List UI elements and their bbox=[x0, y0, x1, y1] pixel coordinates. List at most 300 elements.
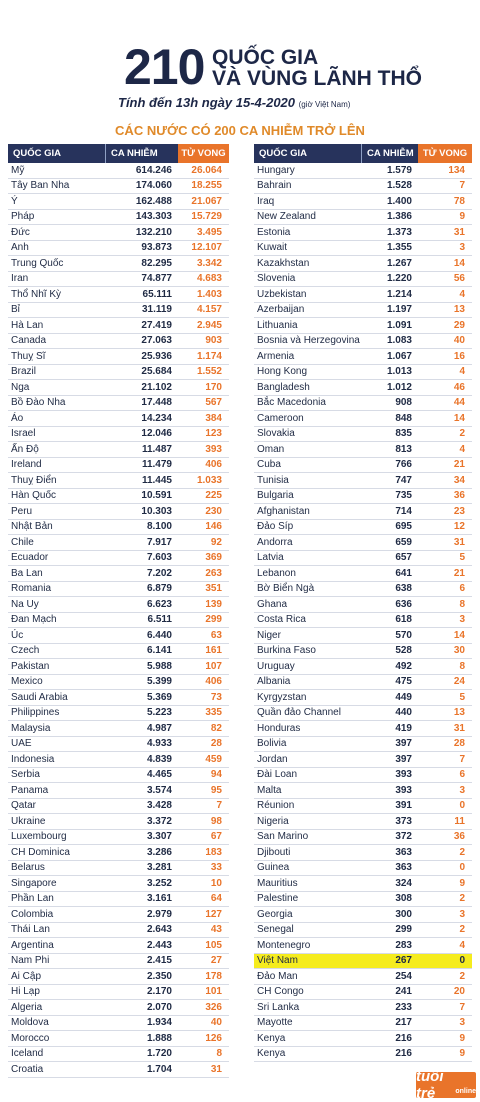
country-cell: Mayotte bbox=[257, 1017, 293, 1029]
cases-cell: 638 bbox=[395, 583, 412, 595]
table-row bbox=[8, 783, 229, 799]
deaths-cell: 4.683 bbox=[196, 273, 222, 285]
cases-cell: 4.933 bbox=[146, 738, 172, 750]
country-cell: Czech bbox=[11, 645, 40, 657]
deaths-cell: 40 bbox=[453, 335, 465, 347]
country-cell: Kuwait bbox=[257, 242, 288, 254]
country-cell: Afghanistan bbox=[257, 505, 310, 517]
cases-cell: 4.987 bbox=[146, 722, 172, 734]
deaths-cell: 28 bbox=[210, 738, 222, 750]
deaths-cell: 1.552 bbox=[196, 366, 222, 378]
country-cell: Argentina bbox=[11, 939, 54, 951]
table-row bbox=[8, 179, 229, 195]
deaths-cell: 161 bbox=[205, 645, 222, 657]
deaths-cell: 5 bbox=[459, 552, 465, 564]
table-row bbox=[8, 256, 229, 272]
country-cell: Senegal bbox=[257, 924, 294, 936]
country-cell: Đức bbox=[11, 226, 30, 238]
deaths-cell: 94 bbox=[210, 769, 222, 781]
country-cell: Phần Lan bbox=[11, 893, 54, 905]
table-row bbox=[254, 644, 472, 660]
table-row bbox=[254, 783, 472, 799]
deaths-cell: 12 bbox=[453, 521, 465, 533]
header-country: QUỐC GIA bbox=[8, 144, 105, 163]
cases-cell: 6.879 bbox=[146, 583, 172, 595]
cases-cell: 1.214 bbox=[386, 288, 412, 300]
header-country: QUỐC GIA bbox=[254, 144, 361, 163]
country-cell: Ireland bbox=[11, 459, 42, 471]
deaths-cell: 31 bbox=[453, 226, 465, 238]
table-row bbox=[8, 411, 229, 427]
table-row bbox=[254, 613, 472, 629]
country-cell: Mexico bbox=[11, 676, 43, 688]
header-deaths: TỬ VONG bbox=[418, 144, 472, 163]
table-row bbox=[8, 706, 229, 722]
deaths-cell: 393 bbox=[205, 443, 222, 455]
country-cell: Qatar bbox=[11, 800, 37, 812]
deaths-cell: 6 bbox=[459, 583, 465, 595]
country-cell: Hong Kong bbox=[257, 366, 308, 378]
cases-cell: 1.013 bbox=[386, 366, 412, 378]
cases-cell: 393 bbox=[395, 769, 412, 781]
cases-cell: 93.873 bbox=[141, 242, 172, 254]
cases-cell: 3.286 bbox=[146, 846, 172, 858]
table-row bbox=[8, 582, 229, 598]
deaths-cell: 15.729 bbox=[191, 211, 222, 223]
table-row bbox=[254, 1016, 472, 1032]
deaths-cell: 9 bbox=[459, 211, 465, 223]
country-cell: Thuỵ Điển bbox=[11, 474, 57, 486]
date-text: Tính đến 13h ngày 15-4-2020 bbox=[118, 95, 296, 110]
cases-cell: 2.979 bbox=[146, 908, 172, 920]
country-cell: Đảo Man bbox=[257, 970, 298, 982]
deaths-cell: 14 bbox=[453, 257, 465, 269]
cases-cell: 1.220 bbox=[386, 273, 412, 285]
left-table bbox=[8, 144, 229, 1078]
country-cell: Uzbekistan bbox=[257, 288, 307, 300]
cases-cell: 1.386 bbox=[386, 211, 412, 223]
country-cell: Bắc Macedonia bbox=[257, 397, 326, 409]
deaths-cell: 64 bbox=[210, 893, 222, 905]
cases-cell: 2.443 bbox=[146, 939, 172, 951]
table-row bbox=[254, 768, 472, 784]
deaths-cell: 7 bbox=[459, 1001, 465, 1013]
table-row bbox=[254, 551, 472, 567]
table-row bbox=[254, 954, 472, 970]
country-cell: Việt Nam bbox=[257, 955, 298, 967]
cases-cell: 3.307 bbox=[146, 831, 172, 843]
table-row bbox=[254, 365, 472, 381]
deaths-cell: 0 bbox=[459, 955, 465, 967]
deaths-cell: 8 bbox=[459, 660, 465, 672]
cases-cell: 143.303 bbox=[135, 211, 172, 223]
country-cell: Hà Lan bbox=[11, 319, 44, 331]
country-cell: Ba Lan bbox=[11, 567, 43, 579]
cases-cell: 2.170 bbox=[146, 986, 172, 998]
cases-cell: 1.083 bbox=[386, 335, 412, 347]
cases-cell: 216 bbox=[395, 1048, 412, 1060]
table-row bbox=[254, 985, 472, 1001]
country-cell: Colombia bbox=[11, 908, 54, 920]
cases-cell: 1.355 bbox=[386, 242, 412, 254]
cases-cell: 3.161 bbox=[146, 893, 172, 905]
table-row bbox=[254, 582, 472, 598]
deaths-cell: 11 bbox=[454, 815, 465, 827]
table-row bbox=[8, 876, 229, 892]
deaths-cell: 146 bbox=[205, 521, 222, 533]
deaths-cell: 369 bbox=[205, 552, 222, 564]
cases-cell: 5.369 bbox=[146, 691, 172, 703]
deaths-cell: 225 bbox=[205, 490, 222, 502]
country-cell: UAE bbox=[11, 738, 32, 750]
deaths-cell: 63 bbox=[210, 629, 222, 641]
deaths-cell: 335 bbox=[205, 707, 222, 719]
country-count: 210 bbox=[124, 39, 205, 95]
table-row bbox=[8, 442, 229, 458]
table-row bbox=[254, 194, 472, 210]
country-cell: Jordan bbox=[257, 753, 288, 765]
cases-cell: 3.252 bbox=[146, 877, 172, 889]
table-row bbox=[8, 768, 229, 784]
country-cell: Mauritius bbox=[257, 877, 298, 889]
table-row bbox=[8, 1000, 229, 1016]
table-row bbox=[254, 287, 472, 303]
cases-cell: 1.067 bbox=[386, 350, 412, 362]
country-cell: Costa Rica bbox=[257, 614, 306, 626]
country-cell: Thổ Nhĩ Kỳ bbox=[11, 288, 62, 300]
deaths-cell: 0 bbox=[459, 862, 465, 874]
cases-cell: 267 bbox=[395, 955, 412, 967]
cases-cell: 419 bbox=[395, 722, 412, 734]
deaths-cell: 4 bbox=[459, 939, 465, 951]
cases-cell: 695 bbox=[395, 521, 412, 533]
table-row bbox=[254, 318, 472, 334]
country-cell: Nigeria bbox=[257, 815, 289, 827]
deaths-cell: 6 bbox=[459, 769, 465, 781]
table-row bbox=[8, 303, 229, 319]
deaths-cell: 183 bbox=[205, 846, 222, 858]
table-row bbox=[254, 861, 472, 877]
table-row bbox=[8, 566, 229, 582]
cases-cell: 6.141 bbox=[146, 645, 172, 657]
country-cell: Burkina Faso bbox=[257, 645, 316, 657]
cases-cell: 283 bbox=[395, 939, 412, 951]
tuoi-tre-logo bbox=[416, 1068, 476, 1102]
table-row bbox=[254, 396, 472, 412]
deaths-cell: 134 bbox=[448, 164, 465, 176]
table-row bbox=[8, 969, 229, 985]
country-cell: Đài Loan bbox=[257, 769, 298, 781]
deaths-cell: 36 bbox=[453, 490, 465, 502]
table-row bbox=[8, 659, 229, 675]
header-cases: CA NHIỄM bbox=[361, 144, 418, 163]
cases-cell: 308 bbox=[395, 893, 412, 905]
table-row bbox=[254, 845, 472, 861]
deaths-cell: 406 bbox=[205, 676, 222, 688]
cases-cell: 1.197 bbox=[386, 304, 412, 316]
country-cell: Djibouti bbox=[257, 846, 291, 858]
country-cell: Nam Phi bbox=[11, 955, 50, 967]
deaths-cell: 73 bbox=[210, 691, 222, 703]
country-cell: Pháp bbox=[11, 211, 35, 223]
cases-cell: 11.445 bbox=[141, 474, 172, 486]
cases-cell: 657 bbox=[395, 552, 412, 564]
deaths-cell: 299 bbox=[205, 614, 222, 626]
deaths-cell: 31 bbox=[453, 536, 465, 548]
cases-cell: 299 bbox=[395, 924, 412, 936]
table-row bbox=[254, 814, 472, 830]
country-cell: Oman bbox=[257, 443, 285, 455]
deaths-cell: 28 bbox=[453, 738, 465, 750]
cases-cell: 449 bbox=[395, 691, 412, 703]
table-row bbox=[254, 411, 472, 427]
country-cell: Montenegro bbox=[257, 939, 311, 951]
deaths-cell: 139 bbox=[205, 598, 222, 610]
country-cell: Ukraine bbox=[11, 815, 46, 827]
deaths-cell: 67 bbox=[210, 831, 222, 843]
cases-cell: 747 bbox=[395, 474, 412, 486]
country-cell: Hi Lạp bbox=[11, 986, 40, 998]
cases-cell: 1.373 bbox=[386, 226, 412, 238]
country-cell: Brazil bbox=[11, 366, 37, 378]
cases-cell: 233 bbox=[395, 1001, 412, 1013]
deaths-cell: 5 bbox=[459, 691, 465, 703]
country-cell: Ghana bbox=[257, 598, 288, 610]
cases-cell: 528 bbox=[395, 645, 412, 657]
cases-cell: 7.917 bbox=[146, 536, 172, 548]
deaths-cell: 178 bbox=[205, 970, 222, 982]
header-cases: CA NHIỄM bbox=[105, 144, 178, 163]
deaths-cell: 9 bbox=[459, 1048, 465, 1060]
cases-cell: 31.119 bbox=[141, 304, 172, 316]
table-row bbox=[254, 349, 472, 365]
table-row bbox=[254, 830, 472, 846]
country-cell: Morocco bbox=[11, 1032, 50, 1044]
cases-cell: 372 bbox=[395, 831, 412, 843]
table-row bbox=[8, 690, 229, 706]
country-cell: Croatia bbox=[11, 1063, 44, 1075]
country-cell: Estonia bbox=[257, 226, 291, 238]
cases-cell: 440 bbox=[395, 707, 412, 719]
table-row bbox=[254, 504, 472, 520]
table-row bbox=[8, 163, 229, 179]
deaths-cell: 36 bbox=[453, 831, 465, 843]
country-cell: Hàn Quốc bbox=[11, 490, 57, 502]
table-row bbox=[8, 752, 229, 768]
table-row bbox=[8, 814, 229, 830]
deaths-cell: 1.033 bbox=[196, 474, 222, 486]
deaths-cell: 46 bbox=[453, 381, 465, 393]
deaths-cell: 8 bbox=[459, 598, 465, 610]
cases-cell: 8.100 bbox=[146, 521, 172, 533]
deaths-cell: 351 bbox=[205, 583, 222, 595]
country-cell: New Zealand bbox=[257, 211, 316, 223]
table-row bbox=[8, 861, 229, 877]
table-row bbox=[254, 179, 472, 195]
country-cell: Bồ Đào Nha bbox=[11, 397, 66, 409]
table-row bbox=[254, 225, 472, 241]
country-cell: Chile bbox=[11, 536, 34, 548]
country-cell: Moldova bbox=[11, 1017, 49, 1029]
cases-cell: 618 bbox=[395, 614, 412, 626]
country-cell: Panama bbox=[11, 784, 49, 796]
table-row bbox=[8, 318, 229, 334]
country-cell: Iraq bbox=[257, 195, 275, 207]
country-cell: Bỉ bbox=[11, 304, 20, 316]
cases-cell: 397 bbox=[395, 753, 412, 765]
table-row bbox=[254, 659, 472, 675]
table-row bbox=[8, 1016, 229, 1032]
deaths-cell: 34 bbox=[453, 474, 465, 486]
cases-cell: 300 bbox=[395, 908, 412, 920]
cases-cell: 714 bbox=[395, 505, 412, 517]
country-cell: Anh bbox=[11, 242, 29, 254]
country-cell: Singapore bbox=[11, 877, 57, 889]
cases-cell: 475 bbox=[395, 676, 412, 688]
table-row bbox=[254, 969, 472, 985]
deaths-cell: 9 bbox=[459, 877, 465, 889]
country-cell: Georgia bbox=[257, 908, 293, 920]
deaths-cell: 9 bbox=[459, 1032, 465, 1044]
deaths-cell: 105 bbox=[205, 939, 222, 951]
country-cell: Hungary bbox=[257, 164, 295, 176]
deaths-cell: 44 bbox=[453, 397, 465, 409]
cases-cell: 636 bbox=[395, 598, 412, 610]
cases-cell: 766 bbox=[395, 459, 412, 471]
deaths-cell: 326 bbox=[205, 1001, 222, 1013]
country-cell: Guinea bbox=[257, 862, 290, 874]
cases-cell: 162.488 bbox=[135, 195, 172, 207]
table-row bbox=[8, 396, 229, 412]
cases-cell: 641 bbox=[395, 567, 412, 579]
table-row bbox=[254, 675, 472, 691]
cases-cell: 7.202 bbox=[146, 567, 172, 579]
country-cell: Kenya bbox=[257, 1048, 286, 1060]
table-row bbox=[8, 799, 229, 815]
table-row bbox=[254, 923, 472, 939]
right-table bbox=[254, 144, 472, 1062]
cases-cell: 10.591 bbox=[141, 490, 172, 502]
table-row bbox=[254, 163, 472, 179]
cases-cell: 2.350 bbox=[146, 970, 172, 982]
cases-cell: 363 bbox=[395, 846, 412, 858]
table-row bbox=[254, 799, 472, 815]
table-row bbox=[254, 489, 472, 505]
cases-cell: 11.479 bbox=[141, 459, 172, 471]
cases-cell: 1.934 bbox=[146, 1017, 172, 1029]
deaths-cell: 2.945 bbox=[196, 319, 222, 331]
country-cell: Kenya bbox=[257, 1032, 286, 1044]
country-cell: Ai Cập bbox=[11, 970, 42, 982]
cases-cell: 1.012 bbox=[386, 381, 412, 393]
country-cell: Honduras bbox=[257, 722, 301, 734]
deaths-cell: 10 bbox=[210, 877, 222, 889]
deaths-cell: 3 bbox=[459, 1017, 465, 1029]
deaths-cell: 24 bbox=[453, 676, 465, 688]
deaths-cell: 43 bbox=[210, 924, 222, 936]
table-row bbox=[8, 721, 229, 737]
deaths-cell: 95 bbox=[210, 784, 222, 796]
cases-cell: 397 bbox=[395, 738, 412, 750]
logo-sub: online bbox=[455, 1088, 476, 1095]
cases-cell: 1.720 bbox=[146, 1048, 172, 1060]
country-cell: Canada bbox=[11, 335, 47, 347]
cases-cell: 74.877 bbox=[141, 273, 172, 285]
deaths-cell: 3 bbox=[459, 614, 465, 626]
country-cell: Serbia bbox=[11, 769, 40, 781]
country-cell: Nhật Bản bbox=[11, 521, 53, 533]
cases-cell: 27.063 bbox=[141, 335, 172, 347]
deaths-cell: 1.403 bbox=[196, 288, 222, 300]
deaths-cell: 14 bbox=[453, 412, 465, 424]
cases-cell: 2.070 bbox=[146, 1001, 172, 1013]
country-cell: Philippines bbox=[11, 707, 60, 719]
country-cell: Ấn Độ bbox=[11, 443, 39, 455]
deaths-cell: 3 bbox=[459, 242, 465, 254]
cases-cell: 17.448 bbox=[141, 397, 172, 409]
date-line bbox=[118, 95, 350, 110]
cases-cell: 216 bbox=[395, 1032, 412, 1044]
deaths-cell: 21 bbox=[453, 567, 465, 579]
table-row bbox=[8, 830, 229, 846]
table-row bbox=[8, 597, 229, 613]
country-cell: Tunisia bbox=[257, 474, 289, 486]
deaths-cell: 459 bbox=[205, 753, 222, 765]
cases-cell: 393 bbox=[395, 784, 412, 796]
table-row bbox=[8, 210, 229, 226]
country-cell: Romania bbox=[11, 583, 52, 595]
cases-cell: 492 bbox=[395, 660, 412, 672]
cases-cell: 1.091 bbox=[386, 319, 412, 331]
deaths-cell: 230 bbox=[205, 505, 222, 517]
deaths-cell: 16 bbox=[453, 350, 465, 362]
deaths-cell: 3 bbox=[459, 908, 465, 920]
table-row bbox=[254, 1031, 472, 1047]
table-row bbox=[254, 458, 472, 474]
cases-cell: 1.704 bbox=[146, 1063, 172, 1075]
cases-cell: 5.223 bbox=[146, 707, 172, 719]
logo-text: tuổi trẻ bbox=[416, 1068, 444, 1102]
cases-cell: 25.684 bbox=[141, 366, 172, 378]
deaths-cell: 8 bbox=[216, 1048, 222, 1060]
table-row bbox=[254, 520, 472, 536]
country-cell: Cuba bbox=[257, 459, 281, 471]
deaths-cell: 7 bbox=[216, 800, 222, 812]
deaths-cell: 2 bbox=[459, 428, 465, 440]
cases-cell: 391 bbox=[395, 800, 412, 812]
table-row bbox=[8, 520, 229, 536]
table-row bbox=[254, 566, 472, 582]
cases-cell: 908 bbox=[395, 397, 412, 409]
country-cell: Lebanon bbox=[257, 567, 296, 579]
country-cell: Ý bbox=[11, 195, 18, 207]
country-cell: Sri Lanka bbox=[257, 1001, 300, 1013]
country-cell: Lithuania bbox=[257, 319, 298, 331]
table-row bbox=[8, 272, 229, 288]
country-cell: Áo bbox=[11, 412, 24, 424]
table-row bbox=[254, 535, 472, 551]
deaths-cell: 13 bbox=[453, 304, 465, 316]
table-row bbox=[254, 256, 472, 272]
country-cell: Úc bbox=[11, 629, 24, 641]
country-cell: Kyrgyzstan bbox=[257, 691, 307, 703]
deaths-cell: 78 bbox=[453, 195, 465, 207]
country-cell: Niger bbox=[257, 629, 281, 641]
cases-cell: 2.415 bbox=[146, 955, 172, 967]
deaths-cell: 2 bbox=[459, 893, 465, 905]
deaths-cell: 18.255 bbox=[191, 180, 222, 192]
deaths-cell: 20 bbox=[453, 986, 465, 998]
